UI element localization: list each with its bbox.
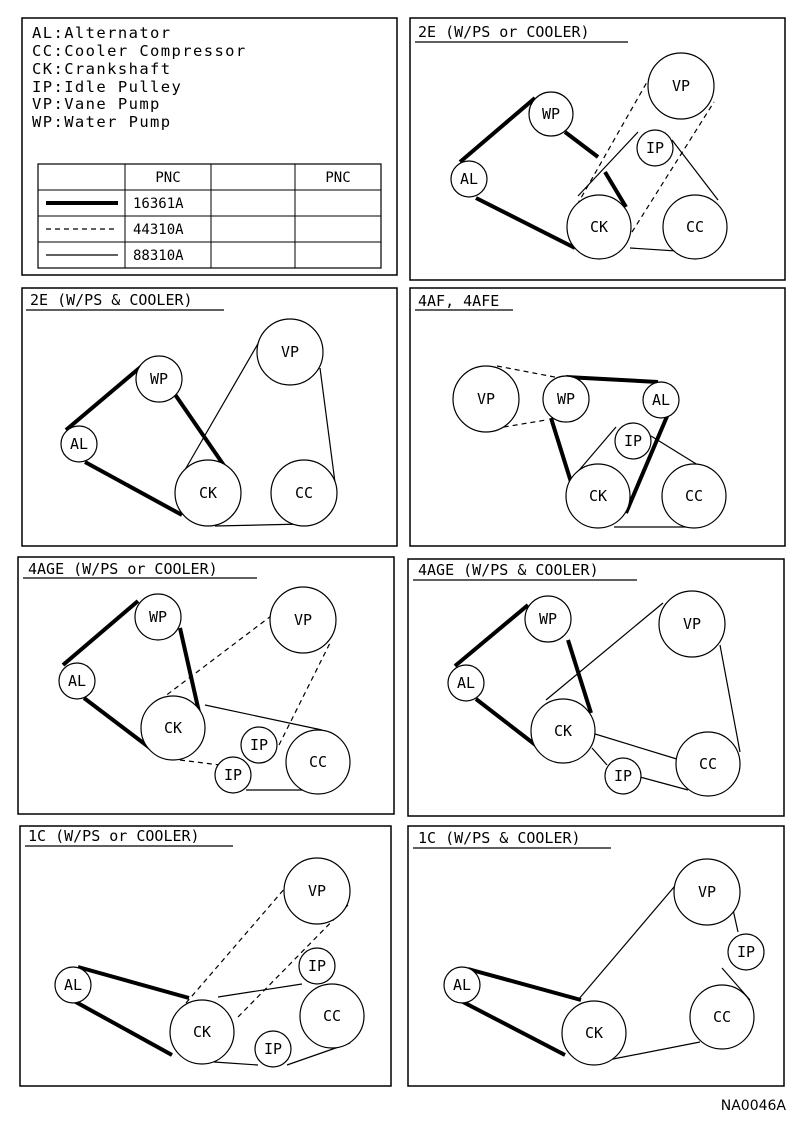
pnc-value-thin: 88310A <box>133 248 184 264</box>
panel-title: 4AGE (W/PS or COOLER) <box>28 560 218 578</box>
pulley-label: CK <box>588 487 608 505</box>
pulley-label: VP <box>293 611 313 629</box>
pulley-label: IP <box>613 767 633 785</box>
pulley-label: CK <box>192 1023 212 1041</box>
legend-abbrev-wp: WP:Water Pump <box>32 113 172 131</box>
pulley-label: CC <box>698 755 718 773</box>
pulley-label: IP <box>736 943 756 961</box>
panel-4age-ps-and-cooler <box>408 559 784 816</box>
pulley-label: WP <box>541 105 561 123</box>
pulley-label: AL <box>456 674 476 692</box>
panel-2e-ps-or-cooler <box>410 18 785 280</box>
legend-abbrev-ck: CK:Crankshaft <box>32 60 172 78</box>
pulley-label: CC <box>685 218 705 236</box>
pulley-label: IP <box>249 736 269 754</box>
pnc-table <box>38 164 381 268</box>
legend-panel <box>22 18 397 275</box>
pulley-label: CK <box>584 1024 604 1042</box>
pulley-label: CK <box>589 218 609 236</box>
panel-1c-ps-or-cooler <box>20 826 391 1086</box>
pulley-label: VP <box>671 77 691 95</box>
pulley-label: WP <box>538 610 558 628</box>
panel-title: 4AF, 4AFE <box>418 292 500 310</box>
pulley-label: CK <box>198 484 218 502</box>
pnc-value-dashed: 44310A <box>133 222 184 238</box>
pnc-header-1: PNC <box>155 170 181 186</box>
pulley-label: CC <box>684 487 704 505</box>
panel-2e-ps-and-cooler <box>22 288 397 546</box>
pulley-label: WP <box>149 370 169 388</box>
panel-1c-ps-and-cooler <box>408 826 784 1086</box>
pulley-label: CK <box>163 719 183 737</box>
panel-title: 4AGE (W/PS & COOLER) <box>418 561 599 579</box>
pulley-label: AL <box>67 672 87 690</box>
pulley-label: VP <box>476 390 496 408</box>
panel-4af-4afe <box>410 288 785 546</box>
panel-title: 2E (W/PS & COOLER) <box>30 291 193 309</box>
pnc-value-thick: 16361A <box>133 196 184 212</box>
pulley-label: VP <box>682 615 702 633</box>
pulley-label: WP <box>148 608 168 626</box>
pulley-label: AL <box>459 170 479 188</box>
panel-title: 2E (W/PS or COOLER) <box>418 23 590 41</box>
pnc-header-2: PNC <box>325 170 351 186</box>
pulley-label: AL <box>69 435 89 453</box>
pulley-label: AL <box>452 976 472 994</box>
pulley-label: CC <box>712 1008 732 1026</box>
panel-4age-ps-or-cooler <box>18 557 394 814</box>
pulley-label: AL <box>63 976 83 994</box>
pulley-label: CC <box>322 1007 342 1025</box>
figure-code: NA0046A <box>720 1098 786 1114</box>
pulley-label: CK <box>553 722 573 740</box>
pulley-label: CC <box>308 753 328 771</box>
legend-abbrev-cc: CC:Cooler Compressor <box>32 42 247 60</box>
pulley-label: WP <box>556 390 576 408</box>
pulley-label: IP <box>623 432 643 450</box>
pulley-label: VP <box>697 883 717 901</box>
legend-abbrev-ip: IP:Idle Pulley <box>32 78 183 96</box>
legend-abbrev-al: AL:Alternator <box>32 24 172 42</box>
legend-abbrev-vp: VP:Vane Pump <box>32 95 161 113</box>
pulley-label: CC <box>294 484 314 502</box>
pulley-label: VP <box>280 343 300 361</box>
pulley-label: VP <box>307 882 327 900</box>
panel-title: 1C (W/PS & COOLER) <box>418 829 581 847</box>
pulley-label: IP <box>223 766 243 784</box>
panel-title: 1C (W/PS or COOLER) <box>28 827 200 845</box>
pulley-label: IP <box>307 957 327 975</box>
pulley-label: IP <box>645 139 665 157</box>
pulley-label: AL <box>651 391 671 409</box>
pulley-label: IP <box>263 1040 283 1058</box>
